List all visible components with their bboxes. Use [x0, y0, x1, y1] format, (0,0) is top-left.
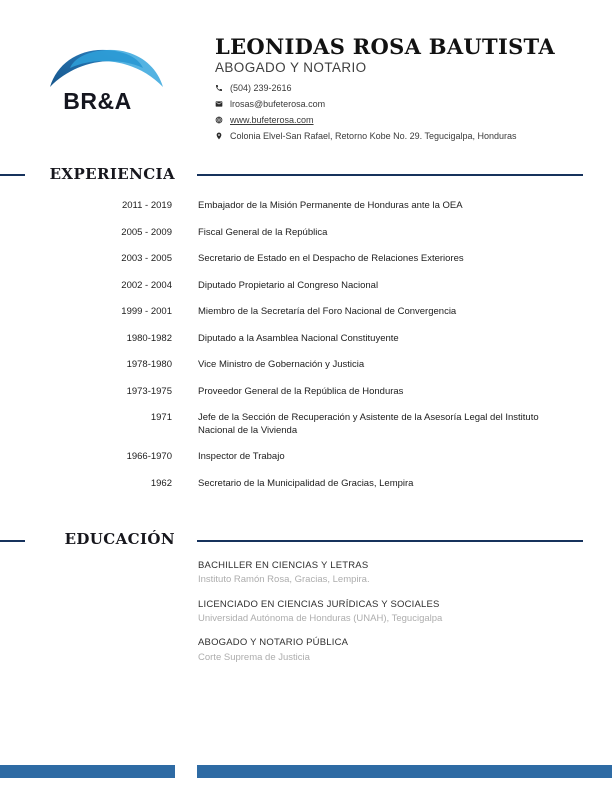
logo-bridge-icon	[50, 42, 163, 87]
email-icon	[215, 100, 223, 108]
experience-dates: 1962	[150, 477, 172, 489]
contact-email	[215, 99, 595, 109]
education-degree: LICENCIADO EN CIENCIAS JURÍDICAS Y SOCIALES	[198, 598, 440, 610]
experience-dates: 1980-1982	[126, 332, 172, 344]
contact-website-text[interactable]: www.bufeterosa.com	[230, 114, 314, 125]
experience-role: Secretario de Estado en el Despacho de Relaciones Exteriores	[198, 253, 464, 265]
experience-role: Embajador de la Misión Permanente de Honduras ante la OEA	[198, 200, 463, 211]
logo	[50, 42, 163, 115]
experience-role: Jefe de la Sección de Recuperación y Asistente de la Asesoría Legal del Instituto Nacional de la Vivienda	[198, 412, 539, 436]
experience-role: Vice Ministro de Gobernación y Justicia	[198, 359, 365, 371]
education-institution: Corte Suprema de Justicia	[198, 651, 310, 663]
experience-role: Fiscal General de la República	[198, 226, 328, 238]
experience-heading: EXPERIENCIA	[49, 165, 175, 183]
person-title: ABOGADO Y NOTARIO	[215, 60, 367, 76]
contact-list	[215, 83, 595, 141]
contact-phone	[215, 83, 595, 93]
education-institution: Universidad Autónoma de Honduras (UNAH), Tegucigalpa	[198, 613, 443, 625]
experience-row	[0, 412, 583, 437]
experience-row	[0, 451, 583, 464]
experience-dates: 2003 - 2005	[121, 253, 172, 265]
section-right-rule	[197, 540, 583, 542]
experience-list	[0, 200, 583, 504]
contact-address	[215, 131, 595, 141]
education-degree: BACHILLER EN CIENCIAS Y LETRAS	[198, 560, 369, 571]
experience-dates: 2011 - 2019	[121, 200, 172, 211]
experience-dates: 1973-1975	[126, 385, 172, 397]
experience-row	[0, 333, 583, 346]
experience-role: Inspector de Trabajo	[198, 451, 285, 463]
experience-row	[0, 386, 583, 399]
experience-dates: 1966-1970	[126, 451, 172, 463]
education-item	[198, 599, 583, 626]
education-item	[198, 560, 583, 587]
footer-bar-left	[0, 765, 175, 778]
experience-row	[0, 478, 583, 491]
education-item	[198, 637, 583, 664]
experience-row	[0, 227, 583, 240]
experience-role: Diputado Propietario al Congreso Nacional	[198, 279, 379, 291]
experience-row	[0, 359, 583, 372]
experience-role: Proveedor General de la República de Honduras	[198, 385, 404, 397]
experience-role: Miembro de la Secretaría del Foro Nacional de Convergencia	[198, 306, 457, 318]
experience-row	[0, 253, 583, 266]
education-degree: ABOGADO Y NOTARIO PÚBLICA	[198, 637, 349, 649]
contact-website[interactable]	[215, 115, 595, 125]
contact-email-text: lrosas@bufeterosa.com	[230, 98, 326, 109]
experience-role: Secretario de la Municipalidad de Gracias, Lempira	[198, 477, 414, 489]
section-right-rule	[197, 174, 583, 176]
logo-text: BR&A	[63, 88, 132, 114]
experience-role: Diputado a la Asamblea Nacional Constituyente	[198, 332, 399, 344]
person-name: LEONIDAS ROSA BAUTISTA	[215, 34, 555, 59]
location-icon	[215, 132, 223, 140]
experience-dates: 2005 - 2009	[121, 226, 172, 238]
contact-address-text: Colonia Elvel-San Rafael, Retorno Kobe No. 29. Tegucigalpa, Honduras	[230, 130, 517, 141]
experience-dates: 1999 - 2001	[121, 306, 172, 318]
education-institution: Instituto Ramón Rosa, Gracias, Lempira.	[198, 574, 370, 586]
experience-row	[0, 280, 583, 293]
education-list	[198, 560, 583, 676]
experience-row	[0, 306, 583, 319]
experience-dates: 2002 - 2004	[121, 279, 172, 291]
header-identity	[215, 36, 595, 147]
experience-dates: 1971	[150, 412, 172, 424]
phone-icon	[215, 84, 223, 92]
experience-row	[0, 200, 583, 213]
experience-dates: 1978-1980	[126, 359, 172, 371]
contact-phone-text: (504) 239-2616	[230, 82, 292, 93]
globe-icon	[215, 116, 223, 124]
education-heading: EDUCACIÓN	[64, 530, 175, 548]
footer-bar-right	[197, 765, 612, 778]
